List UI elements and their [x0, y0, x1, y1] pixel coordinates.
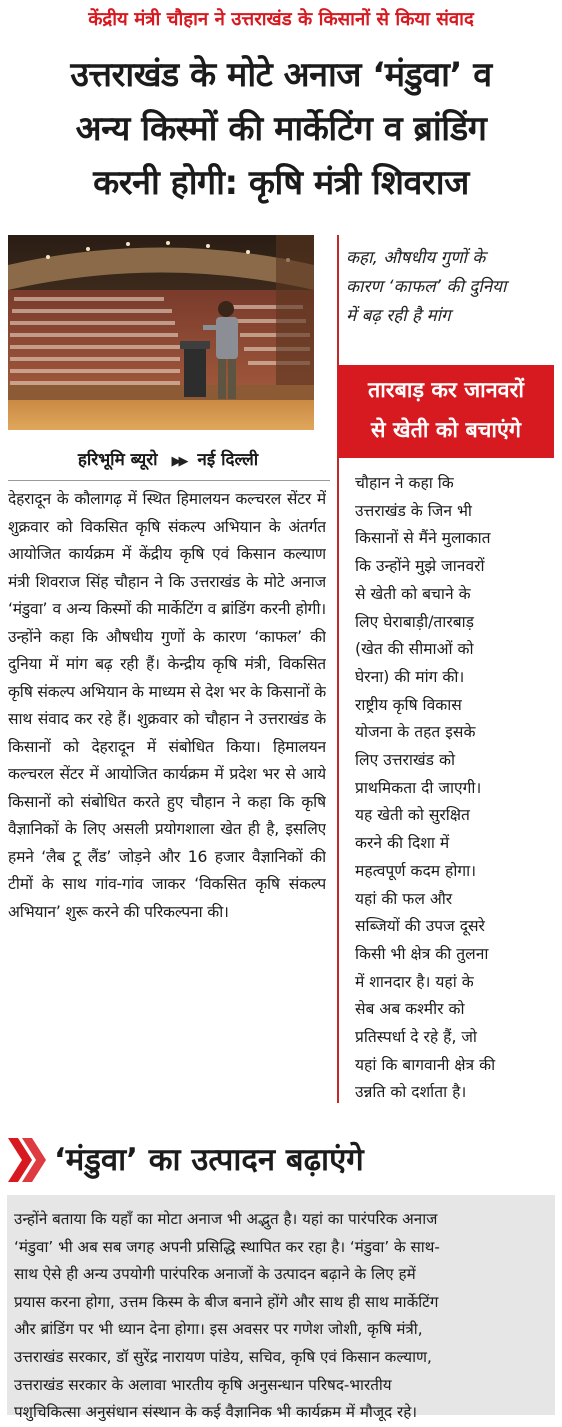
gray-panel-line: उन्होंने बताया कि यहाँ का मोटा अनाज भी अद्भुत है। यहां का पारंपरिक अनाज — [14, 1210, 438, 1228]
kicker-strap: केंद्रीय मंत्री चौहान ने उत्तराखंड के किसानों से किया संवाद — [88, 9, 474, 30]
side-column-line: यहां कि बागवानी क्षेत्र की — [355, 1055, 496, 1074]
gray-panel-line: साथ ऐसे ही अन्य उपयोगी पारंपरिक अनाजों के उत्पादन बढ़ाने के लिए हमें — [14, 1265, 416, 1284]
side-column-line: कि उन्होंने मुझे जानवरों — [355, 557, 485, 576]
side-column-line: उन्नति को दर्शाता है। — [355, 1083, 467, 1102]
side-column-line: लिए घेराबाड़ी/तारबाड़ — [355, 612, 474, 631]
side-column-line: प्रतिस्पर्धा दे रहे हैं, जो — [355, 1028, 477, 1047]
pull-quote-line: में बढ़ रही है मांग — [346, 306, 451, 326]
side-column-line: सेब अब कश्मीर को — [355, 1000, 465, 1019]
subhead-line: तारबाड़ कर जानवरों — [367, 378, 524, 403]
pull-quote — [346, 244, 554, 331]
divider — [8, 480, 330, 481]
side-column-line: घेरना) की मांग की। — [355, 667, 465, 686]
side-column-body — [355, 470, 553, 1110]
gray-panel-line: पशुचिकित्सा अनुसंधान संस्थान के कई वैज्ञानिक भी कार्यक्रम में मौजूद रहे। — [14, 1403, 418, 1422]
headline — [0, 48, 562, 210]
red-subhead — [338, 365, 554, 458]
side-column-line: सब्जियों की उपज दूसरे — [355, 917, 485, 936]
gray-panel-line: उत्तराखंड सरकार के अलावा भारतीय कृषि अनुसन्धान परिषद-भारतीय — [14, 1375, 392, 1394]
gray-panel-line: ‘मंडुवा’ भी अब सब जगह अपनी प्रसिद्धि स्थापित कर रहा है। ‘मंडुवा’ के साथ- — [14, 1237, 440, 1256]
gray-panel-line: और ब्रांडिंग पर भी ध्यान देना होगा। इस अवसर पर गणेश जोशी, कृषि मंत्री, — [14, 1320, 423, 1339]
side-column-line: लिए उत्तराखंड को — [355, 751, 455, 770]
side-column-line: चौहान ने कहा कि — [355, 474, 454, 492]
side-column-line: यह खेती को सुरक्षित — [355, 806, 470, 825]
side-column-line: करने की दिशा में — [355, 834, 450, 853]
pull-quote-line: कारण ‘काफल’ की दुनिया — [346, 277, 507, 297]
side-column-line: किसी भी क्षेत्र की तुलना — [355, 944, 489, 963]
double-arrow-icon: ▶▶ — [171, 454, 186, 469]
article-body: देहरादून के कौलागढ़ में स्थित हिमालयन कल्चरल सेंटर में शुक्रवार को विकसित कृषि संकल्प अभियान के अंतर्गत आयोजित कार्यक्रम में केंद्रीय कृषि एवं किसान कल्याण मंत्री शिवराज सिंह चौहान ने कि उत्तराखंड के मोटे अनाज ‘मंडुवा’ व अन्य किस्मों की मार्केटिंग व ब्रांडिंग करनी होगी। उन्होंने कहा कि औषधीय गुणों के कारण ‘काफल’ की दुनिया में मांग बढ़ रही हैं। केन्द्रीय कृषि मंत्री, विकसित कृषि संकल्प अभियान के माध्यम से देश भर के किसानों के साथ संवाद कर रहे हैं। शुक्रवार को चौहान ने उत्तराखंड के किसानों को देहरादून में संबोधित किया। हिमालयन कल्चरल सेंटर में आयोजित कार्यक्रम में प्रदेश भर से आये किसानों को संबोधित करते हुए चौहान ने कहा कि कृषि वैज्ञानिकों के लिए असली प्रयोगशाला खेत ही है, इसलिए हमने ‘लैब टू लैंड’ जोड़ने और 16 हजार वैज्ञानिकों की टीमों के साथ गांव-गांव जाकर ‘विकसित कृषि संकल्प अभियान’ शुरू करने की परिकल्पना की। — [8, 490, 326, 921]
byline — [8, 445, 328, 475]
headline-line: करनी होगी: कृषि मंत्री शिवराज — [93, 163, 469, 203]
side-column-line: योजना के तहत इसके — [355, 723, 476, 742]
side-column-line: महत्वपूर्ण कदम होगा। — [355, 861, 477, 880]
side-column-line: में शानदार है। यहां के — [355, 972, 474, 991]
side-column-line: उत्तराखंड के जिन भी — [355, 501, 472, 520]
byline-location: नई दिल्ली — [197, 450, 259, 470]
headline-line: उत्तराखंड के मोटे अनाज ‘मंडुवा’ व — [70, 55, 492, 95]
side-column-line: यहां की फल और — [355, 889, 453, 908]
side-column-line: राष्ट्रीय कृषि विकास — [355, 695, 462, 714]
byline-source: हरिभूमि ब्यूरो — [77, 450, 158, 470]
gray-panel-text — [14, 1206, 550, 1427]
side-column-line: से खेती को बचाने के — [355, 584, 471, 603]
gray-panel-line: उत्तराखंड सरकार, डॉ सुरेंद्र नारायण पांडेय, सचिव, कृषि एवं किसान कल्याण, — [14, 1347, 432, 1366]
side-column-line: प्राथमिकता दी जाएगी। — [355, 778, 482, 797]
news-photo — [8, 235, 314, 430]
gray-panel-line: प्रयास करना होगा, उत्तम किस्म के बीज बनाने होंगे और साथ ही साथ मार्केटिंग — [14, 1292, 439, 1311]
pull-quote-line: कहा, औषधीय गुणों के — [346, 248, 486, 268]
auditorium-photo-illustration — [8, 235, 314, 430]
side-column-line: किसानों से मैंने मुलाकात — [355, 529, 491, 548]
section-heading: ‘मंडुवा’ का उत्पादन बढ़ाएंगे — [54, 1142, 364, 1178]
headline-line: अन्य किस्मों की मार्केटिंग व ब्रांडिंग — [75, 109, 487, 149]
chevron-right-icon — [6, 1134, 48, 1186]
side-column-line: (खेत की सीमाओं को — [355, 640, 474, 659]
subhead-line: से खेती को बचाएंगे — [371, 418, 521, 443]
